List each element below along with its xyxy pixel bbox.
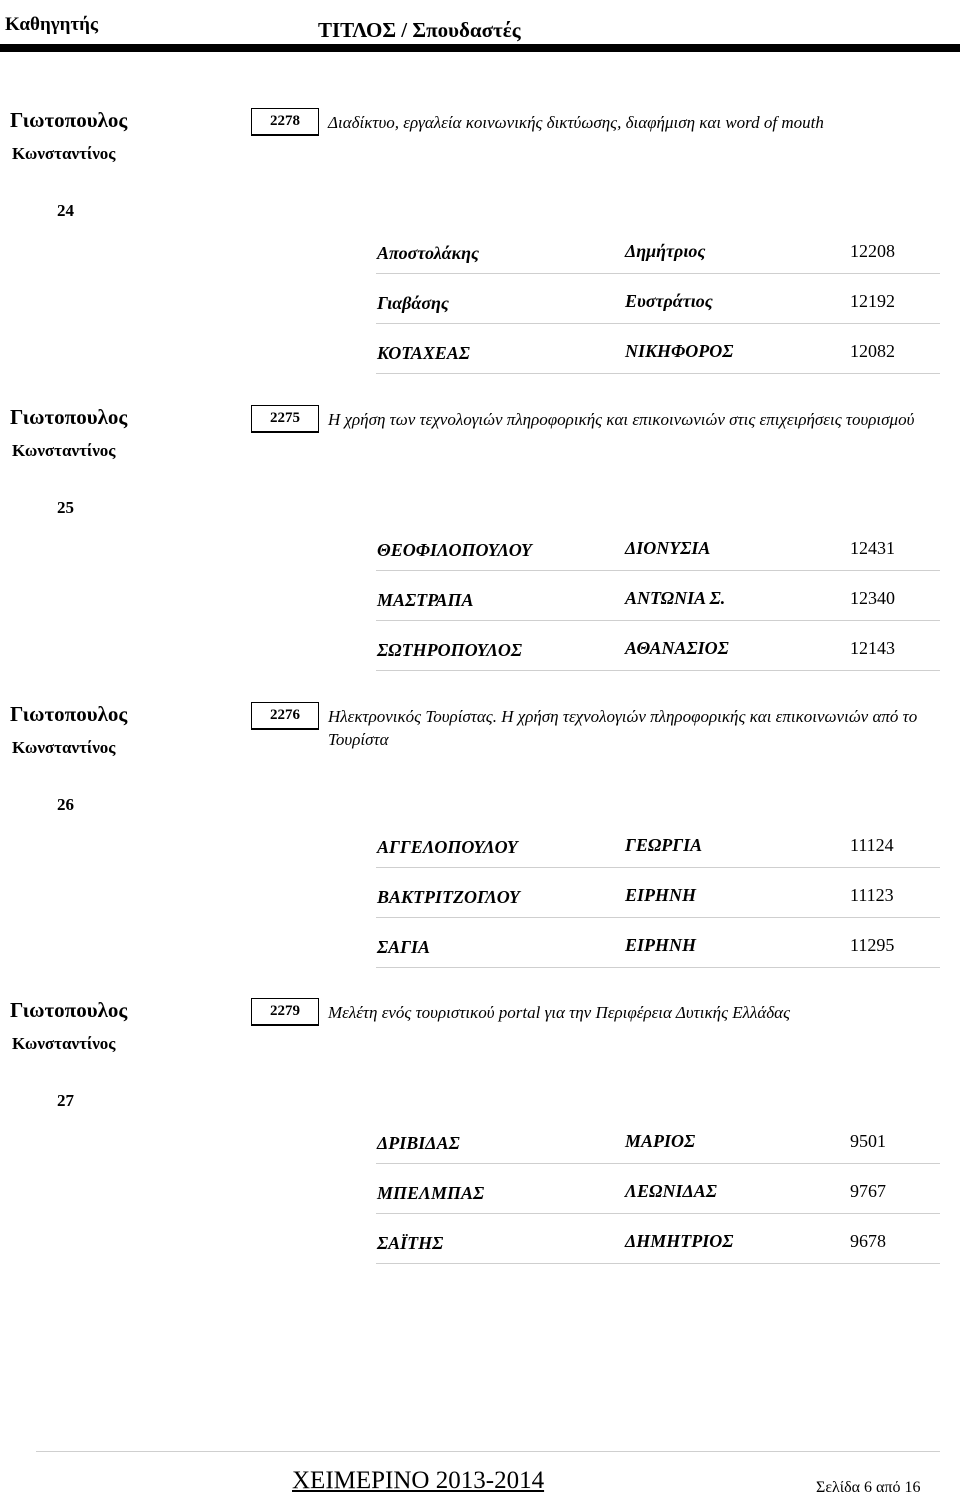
thesis-code: 2276 xyxy=(251,702,319,730)
student-id: 9678 xyxy=(850,1231,886,1251)
student-row xyxy=(376,1214,940,1264)
supervisor-first-name: Κωνσταντίνος xyxy=(12,441,116,460)
student-id: 11123 xyxy=(850,885,894,905)
student-first-name: ΔΗΜΗΤΡΙΟΣ xyxy=(625,1231,734,1251)
student-last-name: ΜΑΣΤΡΑΠΑ xyxy=(377,590,474,610)
supervisor-last-name: Γιωτοπουλος xyxy=(10,405,128,429)
student-id: 12082 xyxy=(850,341,895,361)
student-row xyxy=(376,521,940,571)
student-row xyxy=(376,818,940,868)
student-first-name: ΑΝΤΩΝΙΑ Σ. xyxy=(625,588,726,608)
student-id: 9767 xyxy=(850,1181,886,1201)
header-rule xyxy=(0,44,960,52)
supervisor-last-name: Γιωτοπουλος xyxy=(10,702,128,726)
professor-column-label: Καθηγητής xyxy=(5,14,98,35)
student-row xyxy=(376,274,940,324)
student-row xyxy=(376,1164,940,1214)
footer-rule xyxy=(36,1451,940,1452)
thesis-topic: Μελέτη ενός τουριστικού portal για την Περιφέρεια Δυτικής Ελλάδας xyxy=(328,1003,790,1022)
student-row xyxy=(376,324,940,374)
student-id: 12340 xyxy=(850,588,895,608)
student-first-name: ΑΘΑΝΑΣΙΟΣ xyxy=(625,638,729,658)
thesis-entry xyxy=(0,702,960,998)
student-first-name: ΓΕΩΡΓΙΑ xyxy=(625,835,703,855)
thesis-entry xyxy=(0,108,960,404)
student-last-name: ΘΕΟΦΙΛΟΠΟΥΛΟΥ xyxy=(377,540,532,560)
student-list xyxy=(376,818,940,968)
student-first-name: ΕΙΡΗΝΗ xyxy=(625,885,697,905)
student-list xyxy=(376,1114,940,1264)
student-last-name: ΑΓΓΕΛΟΠΟΥΛΟΥ xyxy=(377,837,518,857)
thesis-topic: Ηλεκτρονικός Τουρίστας. Η χρήση τεχνολογιών πληροφορικής και επικοινωνιών από το Τουρίστα xyxy=(328,707,918,749)
student-last-name: ΣΑΪΤΗΣ xyxy=(377,1233,444,1253)
student-first-name: ΜΑΡΙΟΣ xyxy=(625,1131,696,1151)
thesis-entry xyxy=(0,405,960,701)
student-id: 12208 xyxy=(850,241,895,261)
thesis-entry xyxy=(0,998,960,1294)
student-first-name: ΔΙΟΝΥΣΙΑ xyxy=(625,538,711,558)
entry-number: 27 xyxy=(57,1091,74,1110)
academic-term: ΧΕΙΜΕΡΙΝΟ 2013-2014 xyxy=(292,1467,545,1494)
student-first-name: Ευστράτιος xyxy=(625,291,713,311)
student-last-name: ΔΡΙΒΙΔΑΣ xyxy=(377,1133,460,1153)
student-row xyxy=(376,571,940,621)
supervisor-first-name: Κωνσταντίνος xyxy=(12,738,116,757)
entry-number: 24 xyxy=(57,201,74,220)
page-number: Σελίδα 6 από 16 xyxy=(816,1479,921,1496)
thesis-code: 2279 xyxy=(251,998,319,1026)
student-last-name: ΣΩΤΗΡΟΠΟΥΛΟΣ xyxy=(377,640,523,660)
student-last-name: ΣΑΓΙΑ xyxy=(377,937,431,957)
student-row xyxy=(376,1114,940,1164)
supervisor-first-name: Κωνσταντίνος xyxy=(12,1034,116,1053)
student-last-name: Αποστολάκης xyxy=(377,243,480,263)
title-column-label: ΤΙΤΛΟΣ / Σπουδαστές xyxy=(318,18,521,42)
student-row xyxy=(376,918,940,968)
student-id: 11295 xyxy=(850,935,895,955)
student-first-name: ΕΙΡΗΝΗ xyxy=(625,935,697,955)
student-last-name: ΒΑΚΤΡΙΤΖΟΓΛΟΥ xyxy=(377,887,520,907)
student-list xyxy=(376,224,940,374)
student-last-name: ΚΟΤΑΧΕΑΣ xyxy=(377,343,470,363)
thesis-code: 2278 xyxy=(251,108,319,136)
student-first-name: Δημήτριος xyxy=(625,241,706,261)
student-last-name: ΜΠΕΛΜΠΑΣ xyxy=(377,1183,485,1203)
student-id: 12192 xyxy=(850,291,895,311)
student-row xyxy=(376,868,940,918)
entry-number: 26 xyxy=(57,795,74,814)
student-last-name: Γιαβάσης xyxy=(377,293,449,313)
supervisor-last-name: Γιωτοπουλος xyxy=(10,108,128,132)
thesis-topic: Διαδίκτυο, εργαλεία κοινωνικής δικτύωσης, διαφήμιση και word of mouth xyxy=(328,113,824,132)
student-id: 12431 xyxy=(850,538,895,558)
thesis-topic: Η χρήση των τεχνολογιών πληροφορικής και επικοινωνιών στις επιχειρήσεις τουρισμού xyxy=(328,410,915,429)
student-first-name: ΛΕΩΝΙΔΑΣ xyxy=(625,1181,717,1201)
thesis-code: 2275 xyxy=(251,405,319,433)
student-first-name: ΝΙΚΗΦΟΡΟΣ xyxy=(625,341,734,361)
student-row xyxy=(376,621,940,671)
entry-number: 25 xyxy=(57,498,74,517)
student-row xyxy=(376,224,940,274)
supervisor-first-name: Κωνσταντίνος xyxy=(12,144,116,163)
student-id: 9501 xyxy=(850,1131,886,1151)
student-list xyxy=(376,521,940,671)
student-id: 11124 xyxy=(850,835,894,855)
supervisor-last-name: Γιωτοπουλος xyxy=(10,998,128,1022)
student-id: 12143 xyxy=(850,638,895,658)
